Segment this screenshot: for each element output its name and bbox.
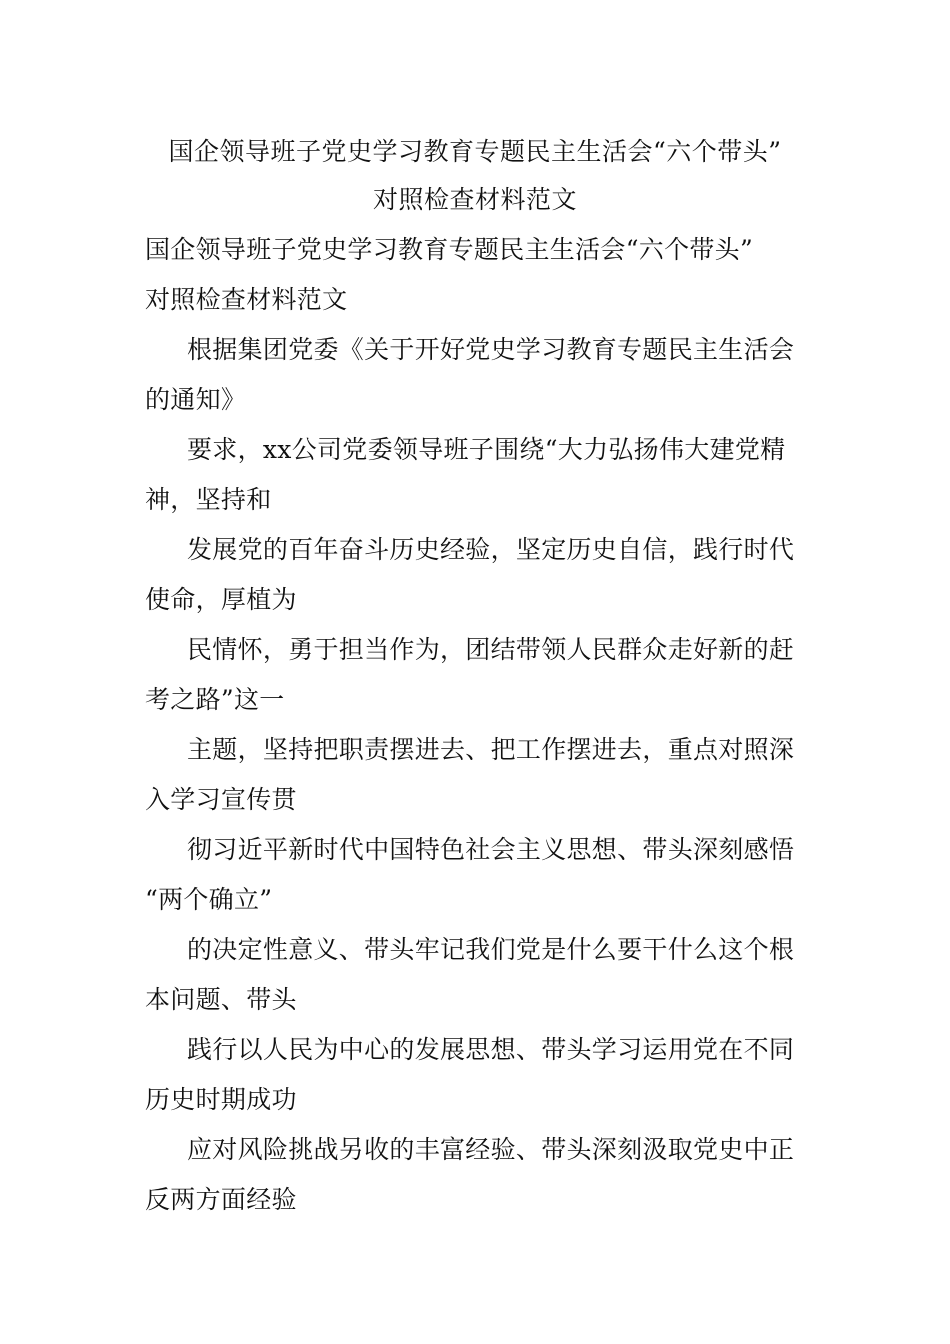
paragraph-line: 国企领导班子党史学习教育专题民主生活会“六个带头” — [145, 235, 754, 264]
paragraph-line: 的通知》 — [145, 385, 247, 414]
paragraph-line: 本问题、带头 — [145, 985, 297, 1014]
paragraph-line: 使命，厚植为 — [145, 585, 297, 614]
paragraph-line: 民情怀，勇于担当作为，团结带领人民群众走好新的赶 — [187, 635, 795, 664]
paragraph-line: 入学习宣传贯 — [145, 785, 297, 814]
paragraph — [145, 925, 813, 1025]
paragraph-line: 神，坚持和 — [145, 485, 272, 514]
paragraph-line: 反两方面经验 — [145, 1185, 297, 1214]
paragraph-line: 发展党的百年奋斗历史经验，坚定历史自信，践行时代 — [187, 535, 795, 564]
paragraph-line: 历史时期成功 — [145, 1085, 297, 1114]
paragraph-line: 根据集团党委《关于开好党史学习教育专题民主生活会 — [187, 335, 795, 364]
paragraph-line: 对照检查材料范文 — [145, 285, 348, 314]
paragraph — [145, 425, 813, 525]
paragraph — [145, 825, 813, 925]
paragraph-line: “两个确立” — [145, 885, 273, 914]
paragraph — [145, 525, 813, 625]
paragraph — [145, 1025, 813, 1125]
document-title — [145, 128, 805, 224]
paragraph — [145, 325, 813, 425]
paragraph-line: 的决定性意义、带头牢记我们党是什么要干什么这个根 — [187, 935, 795, 964]
paragraph-line: 主题，坚持把职责摆进去、把工作摆进去，重点对照深 — [187, 735, 795, 764]
paragraph-heading-repeat — [145, 225, 813, 325]
paragraph-line: 彻习近平新时代中国特色社会主义思想、带头深刻感悟 — [187, 835, 795, 864]
paragraph — [145, 725, 813, 825]
paragraph-line: 要求，xx公司党委领导班子围绕“大力弘扬伟大建党精 — [187, 435, 786, 464]
paragraph-line: 践行以人民为中心的发展思想、带头学习运用党在不同 — [187, 1035, 795, 1064]
paragraph-line: 应对风险挑战另收的丰富经验、带头深刻汲取党史中正 — [187, 1135, 795, 1164]
paragraph-line: 考之路”这一 — [145, 685, 285, 714]
paragraph — [145, 1125, 813, 1225]
paragraph — [145, 625, 813, 725]
title-line-2: 对照检查材料范文 — [372, 185, 577, 214]
title-line-1: 国企领导班子党史学习教育专题民主生活会“六个带头” — [168, 137, 782, 166]
document-body — [145, 225, 813, 1225]
